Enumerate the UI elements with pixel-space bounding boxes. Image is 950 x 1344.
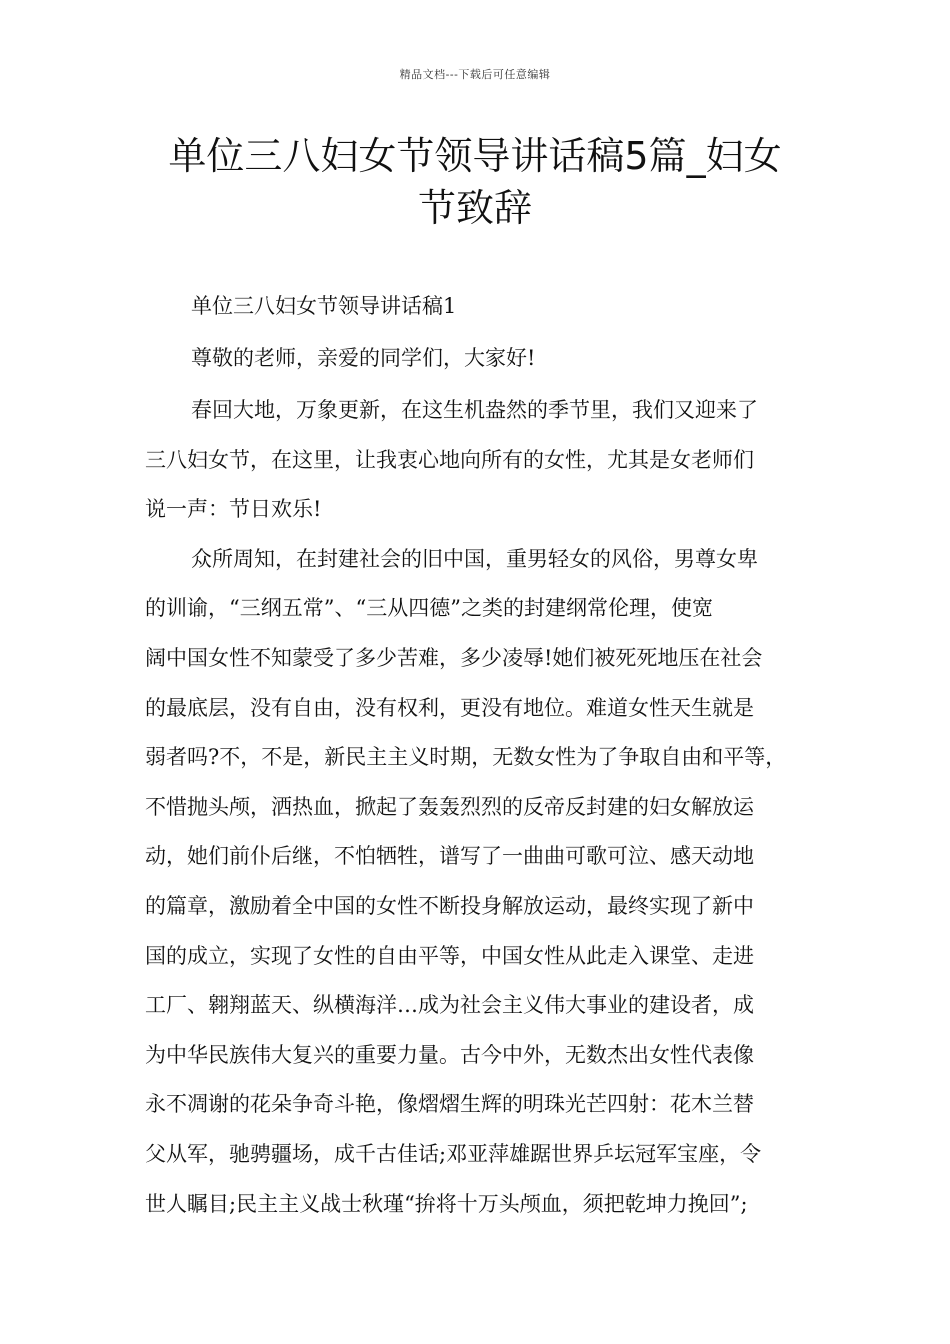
paragraph-line: 国的成立，实现了女性的自由平等，中国女性从此走入课堂、走进 bbox=[145, 943, 754, 968]
paragraph-line: 春回大地，万象更新，在这生机盎然的季节里，我们又迎来了 bbox=[191, 398, 758, 422]
paragraph-line: 阔中国女性不知蒙受了多少苦难，多少凌辱!她们被死死地压在社会 bbox=[145, 645, 763, 670]
paragraph-line: 不惜抛头颅，洒热血，掀起了轰轰烈烈的反帝反封建的妇女解放运 bbox=[145, 794, 754, 819]
section-heading: 单位三八妇女节领导讲话稿1 bbox=[191, 294, 457, 318]
header-note: 精品文档---下载后可任意编辑 bbox=[399, 68, 551, 81]
title-line-2: 节致辞 bbox=[417, 186, 532, 230]
paragraph-1 bbox=[145, 386, 817, 535]
body-text bbox=[145, 282, 817, 1229]
paragraph-line: 众所周知，在封建社会的旧中国，重男轻女的风俗，男尊女卑 bbox=[191, 546, 758, 571]
paragraph-line: 工厂、翱翔蓝天、纵横海洋…成为社会主义伟大事业的建设者，成 bbox=[145, 993, 754, 1018]
paragraph-line: 父从军，驰骋疆场，成千古佳话;邓亚萍雄踞世界乒坛冠军宝座，令 bbox=[145, 1141, 762, 1166]
paragraph-line: 弱者吗?不，不是，新民主主义时期，无数女性为了争取自由和平等， bbox=[145, 745, 787, 770]
paragraph-line: 永不凋谢的花朵争奇斗艳，像熠熠生辉的明珠光芒四射：花木兰替 bbox=[145, 1092, 754, 1117]
paragraph-line: 世人瞩目;民主主义战士秋瑾“拚将十万头颅血，须把乾坤力挽回”; bbox=[145, 1191, 748, 1216]
paragraph-2 bbox=[145, 535, 817, 1229]
paragraph-line: 三八妇女节，在这里，让我衷心地向所有的女性，尤其是女老师们 bbox=[145, 447, 754, 472]
greeting: 尊敬的老师，亲爱的同学们，大家好! bbox=[191, 346, 536, 370]
paragraph-line: 的篇章，激励着全中国的女性不断投身解放运动，最终实现了新中 bbox=[145, 893, 754, 918]
paragraph-line: 说一声：节日欢乐! bbox=[145, 497, 322, 522]
title-line-1: 单位三八妇女节领导讲话稿5篇_妇女 bbox=[168, 134, 782, 178]
paragraph-line: 的最底层，没有自由，没有权利，更没有地位。难道女性天生就是 bbox=[145, 695, 754, 720]
paragraph-line: 的训谕，“三纲五常”、“三从四德”之类的封建纲常伦理，使宽 bbox=[145, 596, 713, 621]
document-title bbox=[145, 130, 805, 234]
paragraph-line: 动，她们前仆后继，不怕牺牲，谱写了一曲曲可歌可泣、感天动地 bbox=[145, 844, 754, 869]
paragraph-line: 为中华民族伟大复兴的重要力量。古今中外，无数杰出女性代表像 bbox=[145, 1042, 754, 1067]
